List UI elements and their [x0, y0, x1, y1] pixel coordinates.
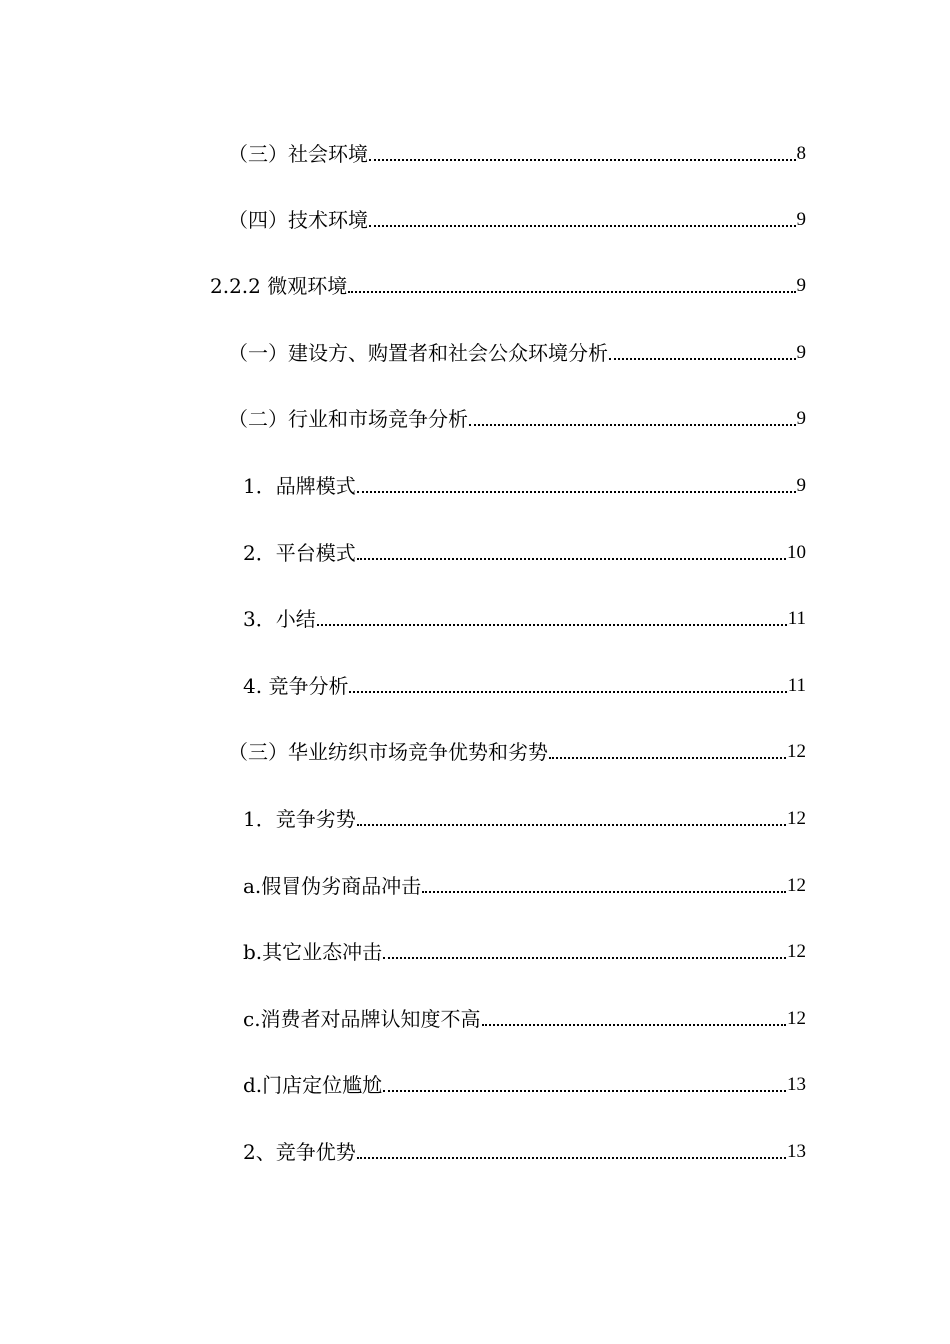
toc-entry[interactable] — [243, 535, 806, 565]
toc-entry-page: 13 — [787, 1074, 806, 1095]
toc-entry-page: 12 — [787, 1008, 806, 1029]
toc-entry-title: （一）建设方、购置者和社会公众环境分析 — [228, 341, 608, 365]
toc-entry[interactable] — [210, 268, 806, 298]
toc-entry-title: d.门店定位尴尬 — [243, 1073, 383, 1097]
toc-entry-title: （三）社会环境 — [228, 142, 368, 166]
toc-dot-leader — [357, 1157, 786, 1159]
toc-entry-title: 2、竞争优势 — [243, 1140, 356, 1164]
toc-dot-leader — [369, 159, 796, 161]
toc-entry-title: （二）行业和市场竞争分析 — [228, 407, 468, 431]
toc-entry-page: 10 — [787, 542, 806, 563]
toc-dot-leader — [357, 558, 786, 560]
toc-dot-leader — [383, 1090, 786, 1092]
toc-entry[interactable] — [228, 401, 806, 431]
toc-dot-leader — [369, 225, 796, 227]
toc-dot-leader — [383, 957, 786, 959]
toc-entry-title: 3．小结 — [243, 607, 316, 631]
toc-entry-title: （四）技术环境 — [228, 208, 368, 232]
toc-entry-title: 1．竞争劣势 — [243, 807, 356, 831]
toc-entry-page: 11 — [787, 608, 806, 629]
toc-entry-page: 8 — [796, 143, 806, 164]
toc-entry-title: （三）华业纺织市场竞争优势和劣势 — [228, 740, 548, 764]
toc-entry-page: 12 — [787, 941, 806, 962]
toc-dot-leader — [482, 1024, 786, 1026]
toc-entry[interactable] — [243, 1001, 806, 1031]
toc-entry-page: 11 — [787, 675, 806, 696]
toc-dot-leader — [469, 424, 796, 426]
toc-entry-title: b.其它业态冲击 — [243, 940, 383, 964]
toc-entry[interactable] — [243, 1067, 806, 1097]
toc-entry-page: 12 — [787, 808, 806, 829]
toc-dot-leader — [357, 824, 786, 826]
toc-entry-title: 1．品牌模式 — [243, 474, 356, 498]
toc-dot-leader — [317, 624, 787, 626]
toc-entry[interactable] — [243, 934, 806, 964]
toc-entry-page: 9 — [796, 408, 806, 429]
toc-dot-leader — [422, 891, 786, 893]
toc-dot-leader — [349, 691, 786, 693]
toc-entry-title: c.消费者对品牌认知度不高 — [243, 1007, 481, 1031]
toc-entry[interactable] — [228, 734, 806, 764]
toc-entry-title: a.假冒伪劣商品冲击 — [243, 874, 422, 898]
toc-entry-page: 12 — [787, 741, 806, 762]
toc-entry-page: 9 — [796, 475, 806, 496]
toc-entry-page: 9 — [796, 209, 806, 230]
toc-entry-page: 9 — [796, 275, 806, 296]
toc-entry-title: 4. 竞争分析 — [243, 674, 349, 698]
toc-entry[interactable] — [243, 468, 806, 498]
toc-entry-page: 12 — [787, 875, 806, 896]
toc-dot-leader — [609, 358, 796, 360]
toc-entry[interactable] — [228, 136, 806, 166]
toc-entry[interactable] — [243, 601, 806, 631]
toc-entry-page: 13 — [787, 1141, 806, 1162]
toc-entry[interactable] — [228, 335, 806, 365]
toc-entry[interactable] — [243, 668, 806, 698]
toc-entry[interactable] — [228, 202, 806, 232]
toc-dot-leader — [348, 291, 795, 293]
toc-entry-title: 2.2.2 微观环境 — [210, 274, 348, 298]
toc-entry[interactable] — [243, 1134, 806, 1164]
toc-dot-leader — [357, 491, 796, 493]
toc-entry-page: 9 — [796, 342, 806, 363]
toc-dot-leader — [549, 757, 786, 759]
toc-entry[interactable] — [243, 868, 806, 898]
toc-entry-title: 2．平台模式 — [243, 541, 356, 565]
toc-entry[interactable] — [243, 801, 806, 831]
